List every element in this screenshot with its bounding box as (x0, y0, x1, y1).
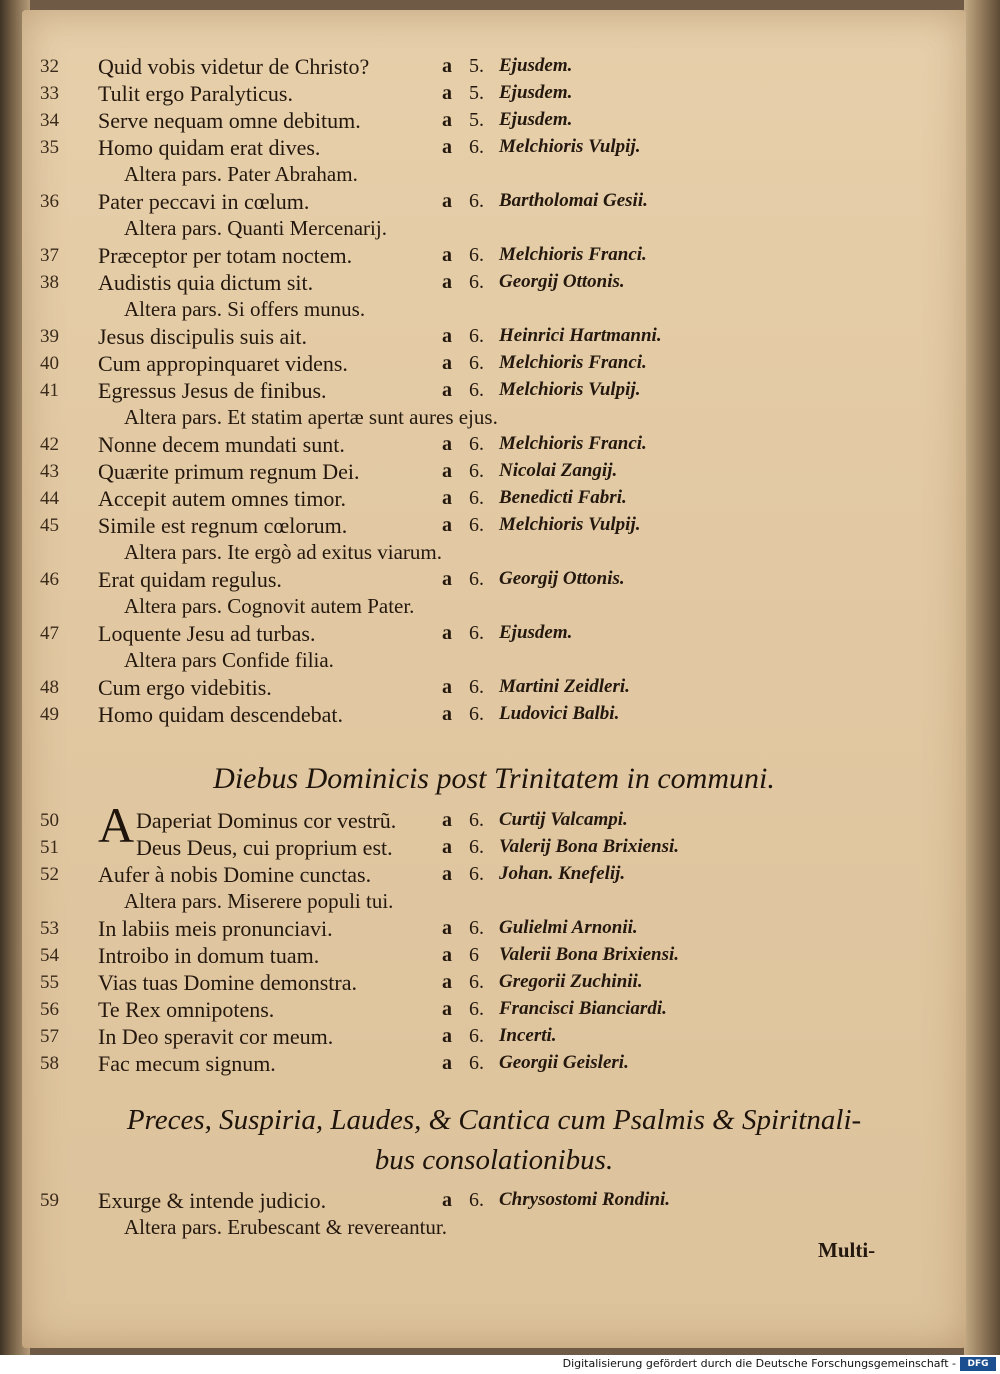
entry-number: 35 (40, 137, 59, 158)
entry-number: 33 (40, 83, 59, 104)
entry-voices: 6. (469, 568, 484, 590)
paper-sheet (22, 10, 966, 1348)
entry-row (22, 351, 966, 381)
entry-row (22, 189, 966, 219)
entry-a-marker: a (442, 944, 452, 966)
entry-title: Serve nequam omne debitum. (98, 108, 361, 133)
entry-voices: 6. (469, 1189, 484, 1211)
entry-title: Cum appropinquaret videns. (98, 351, 348, 376)
entry-title: Exurge & intende judicio. (98, 1188, 327, 1213)
entry-a-marker: a (442, 568, 452, 590)
altera-pars-text: Altera pars. Pater Abraham. (124, 162, 358, 186)
entry-composer: Ejusdem. (499, 109, 573, 130)
entry-row (22, 108, 966, 138)
entry-a-marker: a (442, 676, 452, 698)
entry-number: 57 (40, 1026, 59, 1047)
entry-a-marker: a (442, 703, 452, 725)
entry-composer: Ejusdem. (499, 82, 573, 103)
entry-voices: 6 (469, 944, 479, 966)
entry-voices: 6. (469, 136, 484, 158)
entry-a-marker: a (442, 487, 452, 509)
altera-pars-text: Altera pars Confide filia. (124, 648, 334, 672)
entry-row (22, 486, 966, 516)
entry-a-marker: a (442, 863, 452, 885)
entry-voices: 6. (469, 487, 484, 509)
entry-composer: Georgij Ottonis. (499, 271, 625, 292)
entry-row (22, 567, 966, 597)
entry-altera-pars-row (22, 540, 966, 570)
entry-composer: Francisci Bianciardi. (499, 998, 667, 1019)
catchword: Multi- (818, 1238, 876, 1262)
entry-voices: 6. (469, 433, 484, 455)
entry-a-marker: a (442, 352, 452, 374)
entry-a-marker: a (442, 836, 452, 858)
entry-voices: 5. (469, 109, 484, 131)
entry-composer: Martini Zeidleri. (499, 676, 630, 697)
section-heading-trinity: Diebus Dominicis post Trinitatem in communi. (213, 762, 775, 795)
entry-composer: Georgii Geisleri. (499, 1052, 629, 1073)
entry-number: 51 (40, 837, 59, 858)
entry-voices: 5. (469, 82, 484, 104)
entry-number: 43 (40, 461, 59, 482)
entry-composer: Gregorii Zuchinii. (499, 971, 643, 992)
entry-altera-pars-row (22, 889, 966, 919)
entry-row (22, 943, 966, 973)
entry-a-marker: a (442, 190, 452, 212)
entry-a-marker: a (442, 325, 452, 347)
section-heading-preces-line1: Preces, Suspiria, Laudes, & Cantica cum Psalmis & Spiritnali- (126, 1104, 862, 1136)
entry-number: 55 (40, 972, 59, 993)
entry-altera-pars-row (22, 594, 966, 624)
entry-a-marker: a (442, 433, 452, 455)
entry-title: Simile est regnum cœlorum. (98, 513, 348, 538)
section-heading-preces-line2: bus consolationibus. (374, 1144, 614, 1176)
entry-title: Audistis quia dictum sit. (98, 270, 314, 295)
entry-voices: 6. (469, 325, 484, 347)
entry-voices: 5. (469, 55, 484, 77)
altera-pars-text: Altera pars. Quanti Mercenarij. (124, 216, 387, 240)
entry-voices: 6. (469, 1052, 484, 1074)
entry-title: Quærite primum regnum Dei. (98, 459, 360, 484)
entry-number: 50 (40, 810, 59, 831)
entry-a-marker: a (442, 1052, 452, 1074)
entry-altera-pars-row (22, 405, 966, 435)
altera-pars-text: Altera pars. Erubescant & revereantur. (124, 1215, 448, 1239)
altera-pars-text: Altera pars. Ite ergò ad exitus viarum. (124, 540, 443, 564)
book-edge-right (964, 0, 1000, 1355)
entry-a-marker: a (442, 460, 452, 482)
entry-number: 56 (40, 999, 59, 1020)
entry-title: Daperiat Dominus cor vestrũ. (136, 808, 397, 833)
entry-number: 44 (40, 488, 59, 509)
altera-pars-text: Altera pars. Miserere populi tui. (124, 889, 394, 913)
entry-composer: Curtij Valcampi. (499, 809, 628, 830)
entry-a-marker: a (442, 1189, 452, 1211)
entry-a-marker: a (442, 622, 452, 644)
entry-title: In Deo speravit cor meum. (98, 1024, 334, 1049)
entry-number: 59 (40, 1190, 59, 1211)
entry-number: 41 (40, 380, 59, 401)
decorated-initial: A (98, 797, 135, 853)
entry-voices: 6. (469, 809, 484, 831)
entry-number: 32 (40, 56, 59, 77)
entry-number: 40 (40, 353, 59, 374)
entry-number: 37 (40, 245, 59, 266)
entry-composer: Melchioris Franci. (499, 433, 647, 454)
entry-number: 53 (40, 918, 59, 939)
entry-row (22, 1051, 966, 1081)
entry-composer: Chrysostomi Rondini. (499, 1189, 671, 1210)
entry-composer: Gulielmi Arnonii. (499, 917, 638, 938)
entry-title: Præceptor per totam noctem. (98, 243, 353, 268)
entry-composer: Melchioris Vulpij. (499, 514, 641, 535)
entry-composer: Incerti. (499, 1025, 557, 1046)
entry-a-marker: a (442, 271, 452, 293)
dfg-logo-icon: DFG (960, 1357, 996, 1371)
entry-composer: Melchioris Vulpij. (499, 379, 641, 400)
entry-voices: 6. (469, 836, 484, 858)
entry-row (22, 81, 966, 111)
entry-voices: 6. (469, 244, 484, 266)
entry-number: 58 (40, 1053, 59, 1074)
entry-composer: Melchioris Vulpij. (499, 136, 641, 157)
entry-number: 47 (40, 623, 59, 644)
entry-row (22, 916, 966, 946)
entry-number: 49 (40, 704, 59, 725)
entry-a-marker: a (442, 1025, 452, 1047)
entry-row (22, 1188, 966, 1218)
entry-row (22, 459, 966, 489)
entry-row (22, 378, 966, 408)
entry-composer: Nicolai Zangij. (499, 460, 618, 481)
entry-row (22, 808, 966, 838)
entry-composer: Heinrici Hartmanni. (499, 325, 662, 346)
entry-a-marker: a (442, 809, 452, 831)
entry-voices: 6. (469, 190, 484, 212)
entry-title: Egressus Jesus de finibus. (98, 378, 327, 403)
entry-voices: 6. (469, 971, 484, 993)
entry-composer: Melchioris Franci. (499, 352, 647, 373)
entry-altera-pars-row (22, 216, 966, 246)
entry-voices: 6. (469, 271, 484, 293)
entry-title: Te Rex omnipotens. (98, 997, 275, 1022)
entry-row (22, 862, 966, 892)
entry-a-marker: a (442, 971, 452, 993)
entry-a-marker: a (442, 82, 452, 104)
entry-title: Cum ergo videbitis. (98, 675, 272, 700)
entry-row (22, 702, 966, 732)
entry-row (22, 675, 966, 705)
entry-title: Jesus discipulis suis ait. (98, 324, 308, 349)
entry-row (22, 835, 966, 865)
entry-a-marker: a (442, 998, 452, 1020)
entry-altera-pars-row (22, 162, 966, 192)
entry-a-marker: a (442, 514, 452, 536)
entry-voices: 6. (469, 622, 484, 644)
entry-voices: 6. (469, 352, 484, 374)
entry-a-marker: a (442, 55, 452, 77)
entry-a-marker: a (442, 136, 452, 158)
digitization-footer (0, 1355, 1000, 1374)
entry-row (22, 621, 966, 651)
entry-row (22, 970, 966, 1000)
entry-composer: Johan. Knefelij. (499, 863, 626, 884)
entry-composer: Ludovici Balbi. (499, 703, 620, 724)
entry-title: Homo quidam erat dives. (98, 135, 321, 160)
entry-row (22, 270, 966, 300)
entry-number: 46 (40, 569, 59, 590)
entry-title: Erat quidam regulus. (98, 567, 282, 592)
entry-title: Pater peccavi in cœlum. (98, 189, 310, 214)
entry-title: Deus Deus, cui proprium est. (136, 835, 393, 860)
entry-altera-pars-row (22, 648, 966, 678)
entry-row (22, 54, 966, 84)
entry-title: Tulit ergo Paralyticus. (98, 81, 293, 106)
entry-voices: 6. (469, 863, 484, 885)
entry-composer: Valerii Bona Brixiensi. (499, 944, 680, 965)
entry-number: 36 (40, 191, 59, 212)
entry-row (22, 135, 966, 165)
entry-number: 54 (40, 945, 59, 966)
entry-title: Nonne decem mundati sunt. (98, 432, 345, 457)
entry-voices: 6. (469, 998, 484, 1020)
entry-composer: Ejusdem. (499, 55, 573, 76)
entry-title: Quid vobis videtur de Christo? (98, 54, 370, 79)
entry-composer: Benedicti Fabri. (499, 487, 627, 508)
entry-title: Aufer à nobis Domine cunctas. (98, 862, 372, 887)
entry-title: Fac mecum signum. (98, 1051, 276, 1076)
entry-title: In labiis meis pronunciavi. (98, 916, 333, 941)
entry-voices: 6. (469, 514, 484, 536)
footer-credit-text: Digitalisierung gefördert durch die Deutsche Forschungsgemeinschaft - (562, 1357, 956, 1370)
entry-row (22, 243, 966, 273)
entry-title: Accepit autem omnes timor. (98, 486, 347, 511)
entry-composer: Melchioris Franci. (499, 244, 647, 265)
entry-row (22, 997, 966, 1027)
entry-voices: 6. (469, 379, 484, 401)
entry-composer: Valerij Bona Brixiensi. (499, 836, 680, 857)
entry-number: 48 (40, 677, 59, 698)
entry-number: 38 (40, 272, 59, 293)
entry-title: Loquente Jesu ad turbas. (98, 621, 316, 646)
entry-title: Vias tuas Domine demonstra. (98, 970, 357, 995)
entry-number: 42 (40, 434, 59, 455)
entry-voices: 6. (469, 703, 484, 725)
entry-row (22, 1024, 966, 1054)
altera-pars-text: Altera pars. Cognovit autem Pater. (124, 594, 415, 618)
entry-composer: Bartholomai Gesii. (499, 190, 648, 211)
entry-voices: 6. (469, 460, 484, 482)
altera-pars-text: Altera pars. Et statim apertæ sunt aures ejus. (124, 405, 498, 429)
entry-a-marker: a (442, 379, 452, 401)
entry-row (22, 513, 966, 543)
entry-row (22, 432, 966, 462)
entry-row (22, 324, 966, 354)
entry-number: 34 (40, 110, 59, 131)
entry-voices: 6. (469, 676, 484, 698)
entry-a-marker: a (442, 917, 452, 939)
entry-voices: 6. (469, 1025, 484, 1047)
entry-a-marker: a (442, 109, 452, 131)
entry-title: Introibo in domum tuam. (98, 943, 320, 968)
entry-composer: Ejusdem. (499, 622, 573, 643)
entry-a-marker: a (442, 244, 452, 266)
entry-composer: Georgij Ottonis. (499, 568, 625, 589)
entry-voices: 6. (469, 917, 484, 939)
entry-number: 45 (40, 515, 59, 536)
entry-altera-pars-row (22, 297, 966, 327)
entry-number: 39 (40, 326, 59, 347)
entry-number: 52 (40, 864, 59, 885)
entry-title: Homo quidam descendebat. (98, 702, 343, 727)
altera-pars-text: Altera pars. Si offers munus. (124, 297, 366, 321)
